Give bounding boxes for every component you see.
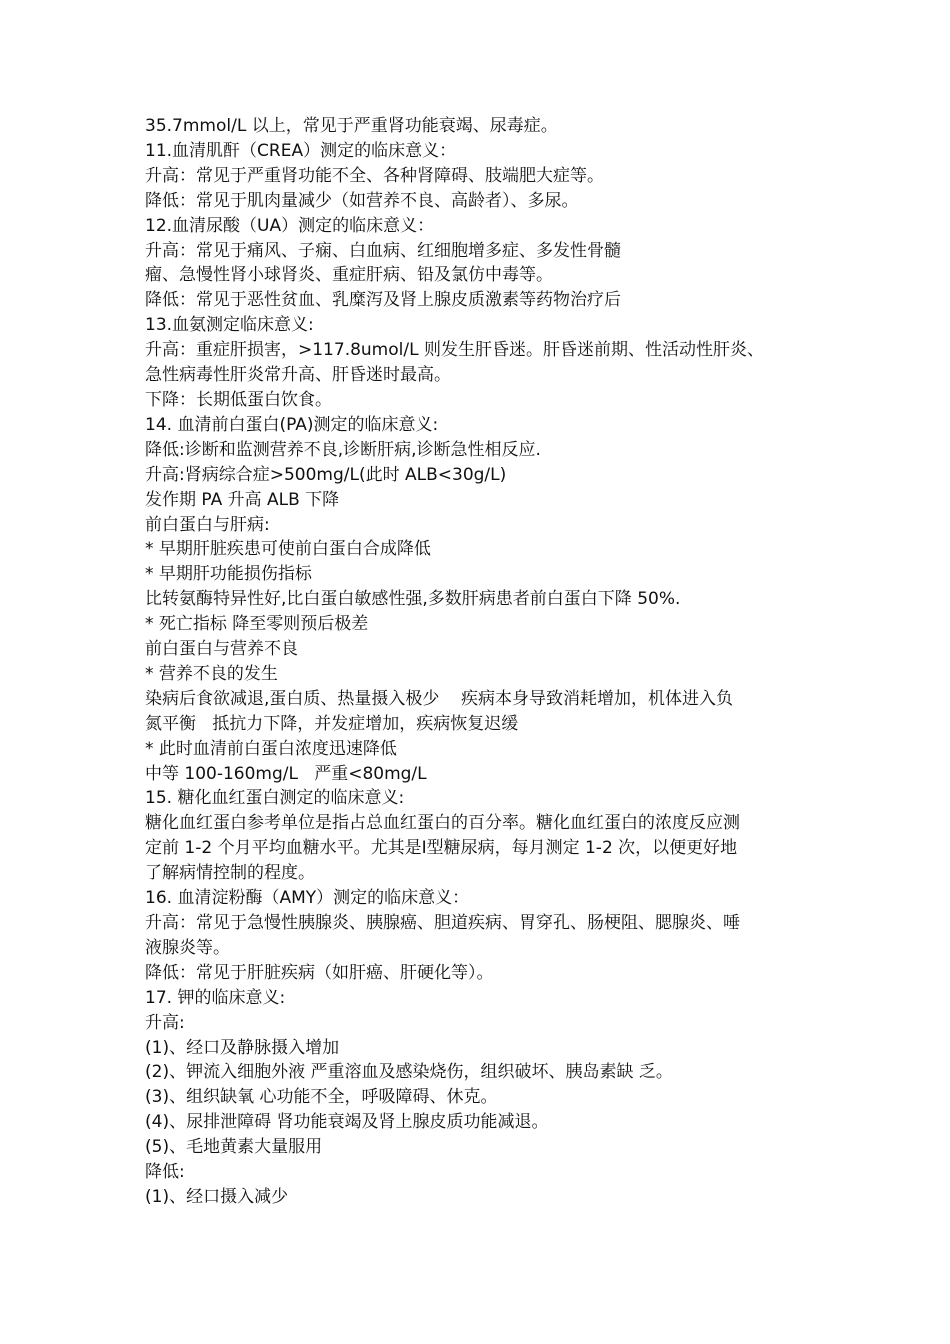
numbered-item: (4)、尿排泄障碍 肾功能衰竭及肾上腺皮质功能减退。	[145, 1112, 549, 1133]
text-line: 比转氨酶特异性好,比白蛋白敏感性强,多数肝病患者前白蛋白下降 50%.	[145, 589, 681, 610]
section-heading-crea: 11.血清肌酐（CREA）测定的临床意义：	[145, 140, 457, 161]
text-line: 液腺炎等。	[145, 937, 230, 958]
numbered-item: (5)、毛地黄素大量服用	[145, 1137, 323, 1158]
section-heading-hba1c: 15. 糖化血红蛋白测定的临床意义:	[145, 788, 405, 809]
numbered-item: (2)、钾流入细胞外液 严重溶血及感染烧伤，组织破坏、胰岛素缺 乏。	[145, 1062, 673, 1083]
section-heading-ammonia: 13.血氨测定临床意义:	[145, 315, 314, 336]
text-line: 升高:	[145, 1012, 185, 1033]
text-line: 定前 1-2 个月平均血糖水平。尤其是Ⅰ型糖尿病，每月测定 1-2 次，以便更好地	[145, 838, 738, 859]
text-line: 发作期 PA 升高 ALB 下降	[145, 489, 340, 510]
text-line: 降低:	[145, 1162, 185, 1183]
text-line: 了解病情控制的程度。	[145, 863, 315, 884]
text-line: 瘤、急慢性肾小球肾炎、重症肝病、铅及氯仿中毒等。	[145, 265, 553, 286]
text-line: 升高:肾病综合症>500mg/L(此时 ALB<30g/L)	[145, 464, 507, 485]
text-line: 升高：重症肝损害，>117.8umol/L 则发生肝昏迷。肝昏迷前期、性活动性肝炎、	[145, 340, 764, 361]
text-line: 升高：常见于严重肾功能不全、各种肾障碍、肢端肥大症等。	[145, 165, 604, 186]
text-line: 染病后食欲减退,蛋白质、热量摄入极少 疾病本身导致消耗增加，机体进入负	[145, 688, 734, 709]
numbered-item: (1)、经口及静脉摄入增加	[145, 1037, 340, 1058]
document-page	[145, 114, 825, 1210]
text-line: 35.7mmol/L 以上，常见于严重肾功能衰竭、尿毒症。	[145, 116, 558, 136]
text-line: 前白蛋白与肝病:	[145, 514, 270, 535]
bullet-line: * 营养不良的发生	[145, 663, 278, 684]
text-line: 升高：常见于急慢性胰腺炎、胰腺癌、胆道疾病、胃穿孔、肠梗阻、腮腺炎、唾	[145, 913, 740, 933]
text-line: 降低：常见于恶性贫血、乳糜泻及肾上腺皮质激素等药物治疗后	[145, 290, 621, 311]
bullet-line: * 早期肝脏疾患可使前白蛋白合成降低	[145, 539, 431, 560]
section-heading-ua: 12.血清尿酸（UA）测定的临床意义：	[145, 215, 435, 236]
text-line: 中等 100-160mg/L 严重<80mg/L	[145, 763, 427, 784]
bullet-line: * 早期肝功能损伤指标	[145, 564, 312, 585]
text-line: 降低：常见于肌肉量减少（如营养不良、高龄者）、多尿。	[145, 190, 579, 211]
text-line: 降低:诊断和监测营养不良,诊断肝病,诊断急性相反应.	[145, 439, 541, 460]
numbered-item: (1)、经口摄入减少	[145, 1186, 289, 1207]
text-line: 下降：长期低蛋白饮食。	[145, 389, 332, 410]
section-heading-pa: 14. 血清前白蛋白(PA)测定的临床意义:	[145, 414, 439, 435]
text-line: 氮平衡 抵抗力下降，并发症增加，疾病恢复迟缓	[145, 713, 519, 734]
text-line: 急性病毒性肝炎常升高、肝昏迷时最高。	[145, 365, 451, 386]
numbered-item: (3)、组织缺氧 心功能不全，呼吸障碍、休克。	[145, 1087, 498, 1108]
section-heading-amy: 16. 血清淀粉酶（AMY）测定的临床意义：	[145, 888, 470, 909]
text-line: 升高：常见于痛风、子痫、白血病、红细胞增多症、多发性骨髓	[145, 240, 621, 261]
bullet-line: * 此时血清前白蛋白浓度迅速降低	[145, 738, 397, 759]
text-line: 降低：常见于肝脏疾病（如肝癌、肝硬化等）。	[145, 962, 494, 983]
section-heading-potassium: 17. 钾的临床意义:	[145, 987, 286, 1008]
text-line: 前白蛋白与营养不良	[145, 639, 298, 660]
text-line: 糖化血红蛋白参考单位是指占总血红蛋白的百分率。糖化血红蛋白的浓度反应测	[145, 813, 740, 834]
bullet-line: * 死亡指标 降至零则预后极差	[145, 614, 369, 635]
